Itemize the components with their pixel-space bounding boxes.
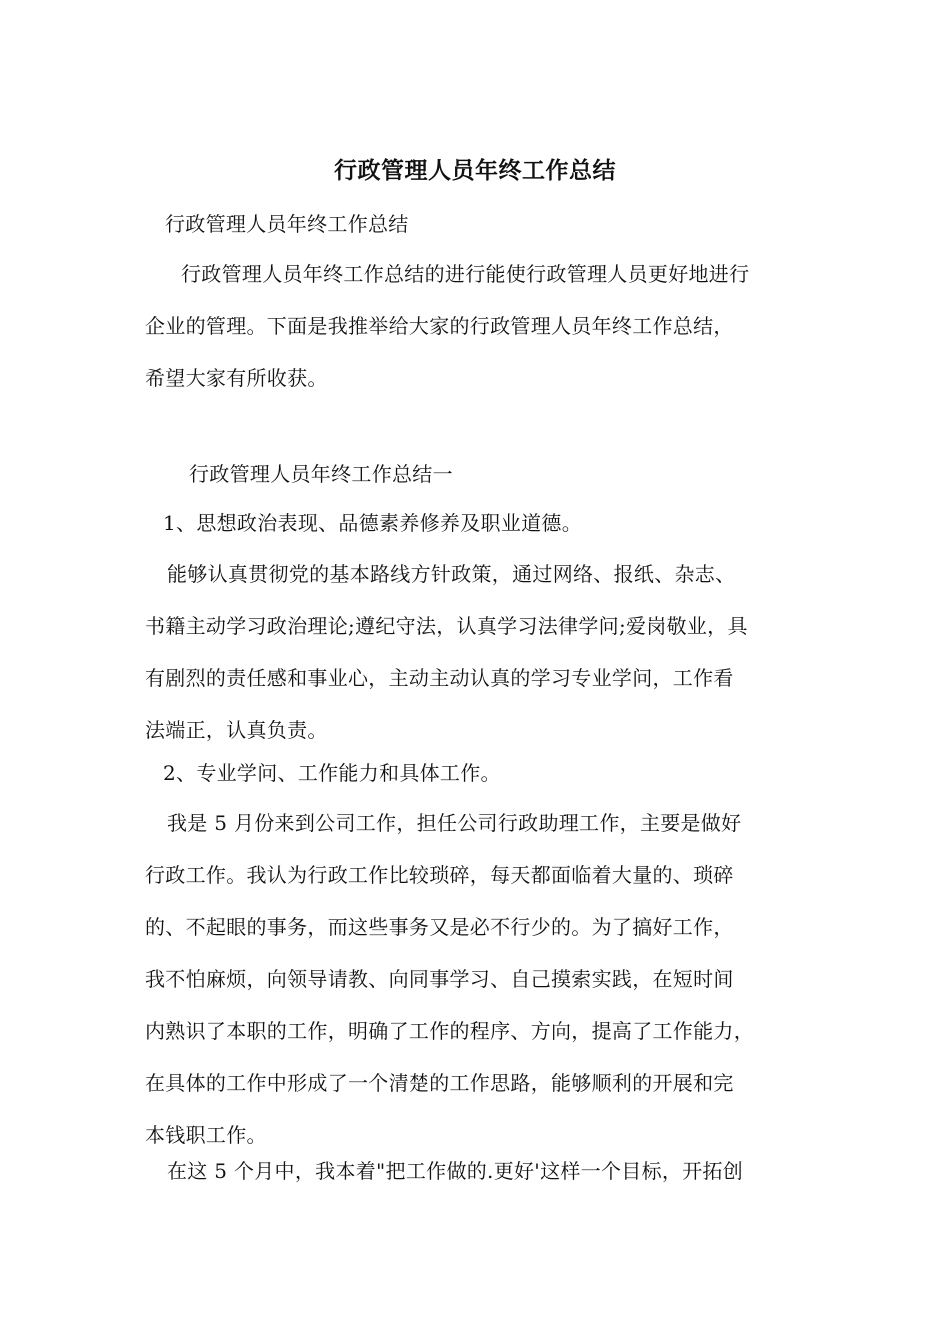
item1-line: 法端正，认真负责。 — [145, 718, 328, 742]
item2-line: 我不怕麻烦，向领导请教、向同事学习、自己摸索实践，在短时间 — [145, 967, 734, 991]
item1-line: 能够认真贯彻党的基本路线方针政策，通过网络、报纸、杂志、 — [167, 562, 736, 586]
subtitle-text: 行政管理人员年终工作总结 — [165, 212, 409, 236]
item2-line: 本钱职工作。 — [145, 1123, 267, 1147]
section-heading — [189, 448, 869, 500]
item1-line: 书籍主动学习政治理论;遵纪守法，认真学习法律学问;爱岗敬业，具 — [145, 614, 748, 638]
intro-line: 希望大家有所收获。 — [145, 366, 328, 390]
item1-paragraph — [145, 548, 825, 756]
item2-heading-text: 2、专业学问、工作能力和具体工作。 — [163, 761, 501, 785]
subtitle — [165, 198, 845, 250]
item2-heading — [163, 747, 843, 799]
item1-heading-text: 1、思想政治表现、品德素养修养及职业道德。 — [163, 511, 583, 535]
item2-line: 行政工作。我认为行政工作比较琐碎，每天都面临着大量的、琐碎 — [145, 863, 734, 887]
item1-line: 有剧烈的责任感和事业心，主动主动认真的学习专业学问，工作看 — [145, 666, 734, 690]
document-title: 行政管理人员年终工作总结 — [334, 157, 616, 184]
item2-line: 内熟识了本职的工作，明确了工作的程序、方向，提高了工作能力， — [145, 1019, 754, 1043]
intro-paragraph — [145, 248, 825, 404]
closing-paragraph — [145, 1145, 825, 1197]
item2-line: 在具体的工作中形成了一个清楚的工作思路，能够顺利的开展和完 — [145, 1071, 734, 1095]
section-heading-text: 行政管理人员年终工作总结一 — [189, 462, 453, 486]
item2-line: 的、不起眼的事务，而这些事务又是必不行少的。为了搞好工作， — [145, 915, 734, 939]
closing-line: 在这 5 个月中，我本着"把工作做的.更好'这样一个目标，开拓创 — [167, 1159, 744, 1183]
intro-line: 行政管理人员年终工作总结的进行能使行政管理人员更好地进行 — [181, 262, 750, 286]
item2-line: 我是 5 月份来到公司工作，担任公司行政助理工作，主要是做好 — [167, 811, 742, 835]
intro-line: 企业的管理。下面是我推举给大家的行政管理人员年终工作总结， — [145, 314, 734, 338]
item1-heading — [163, 497, 843, 549]
item2-paragraph — [145, 797, 825, 1161]
